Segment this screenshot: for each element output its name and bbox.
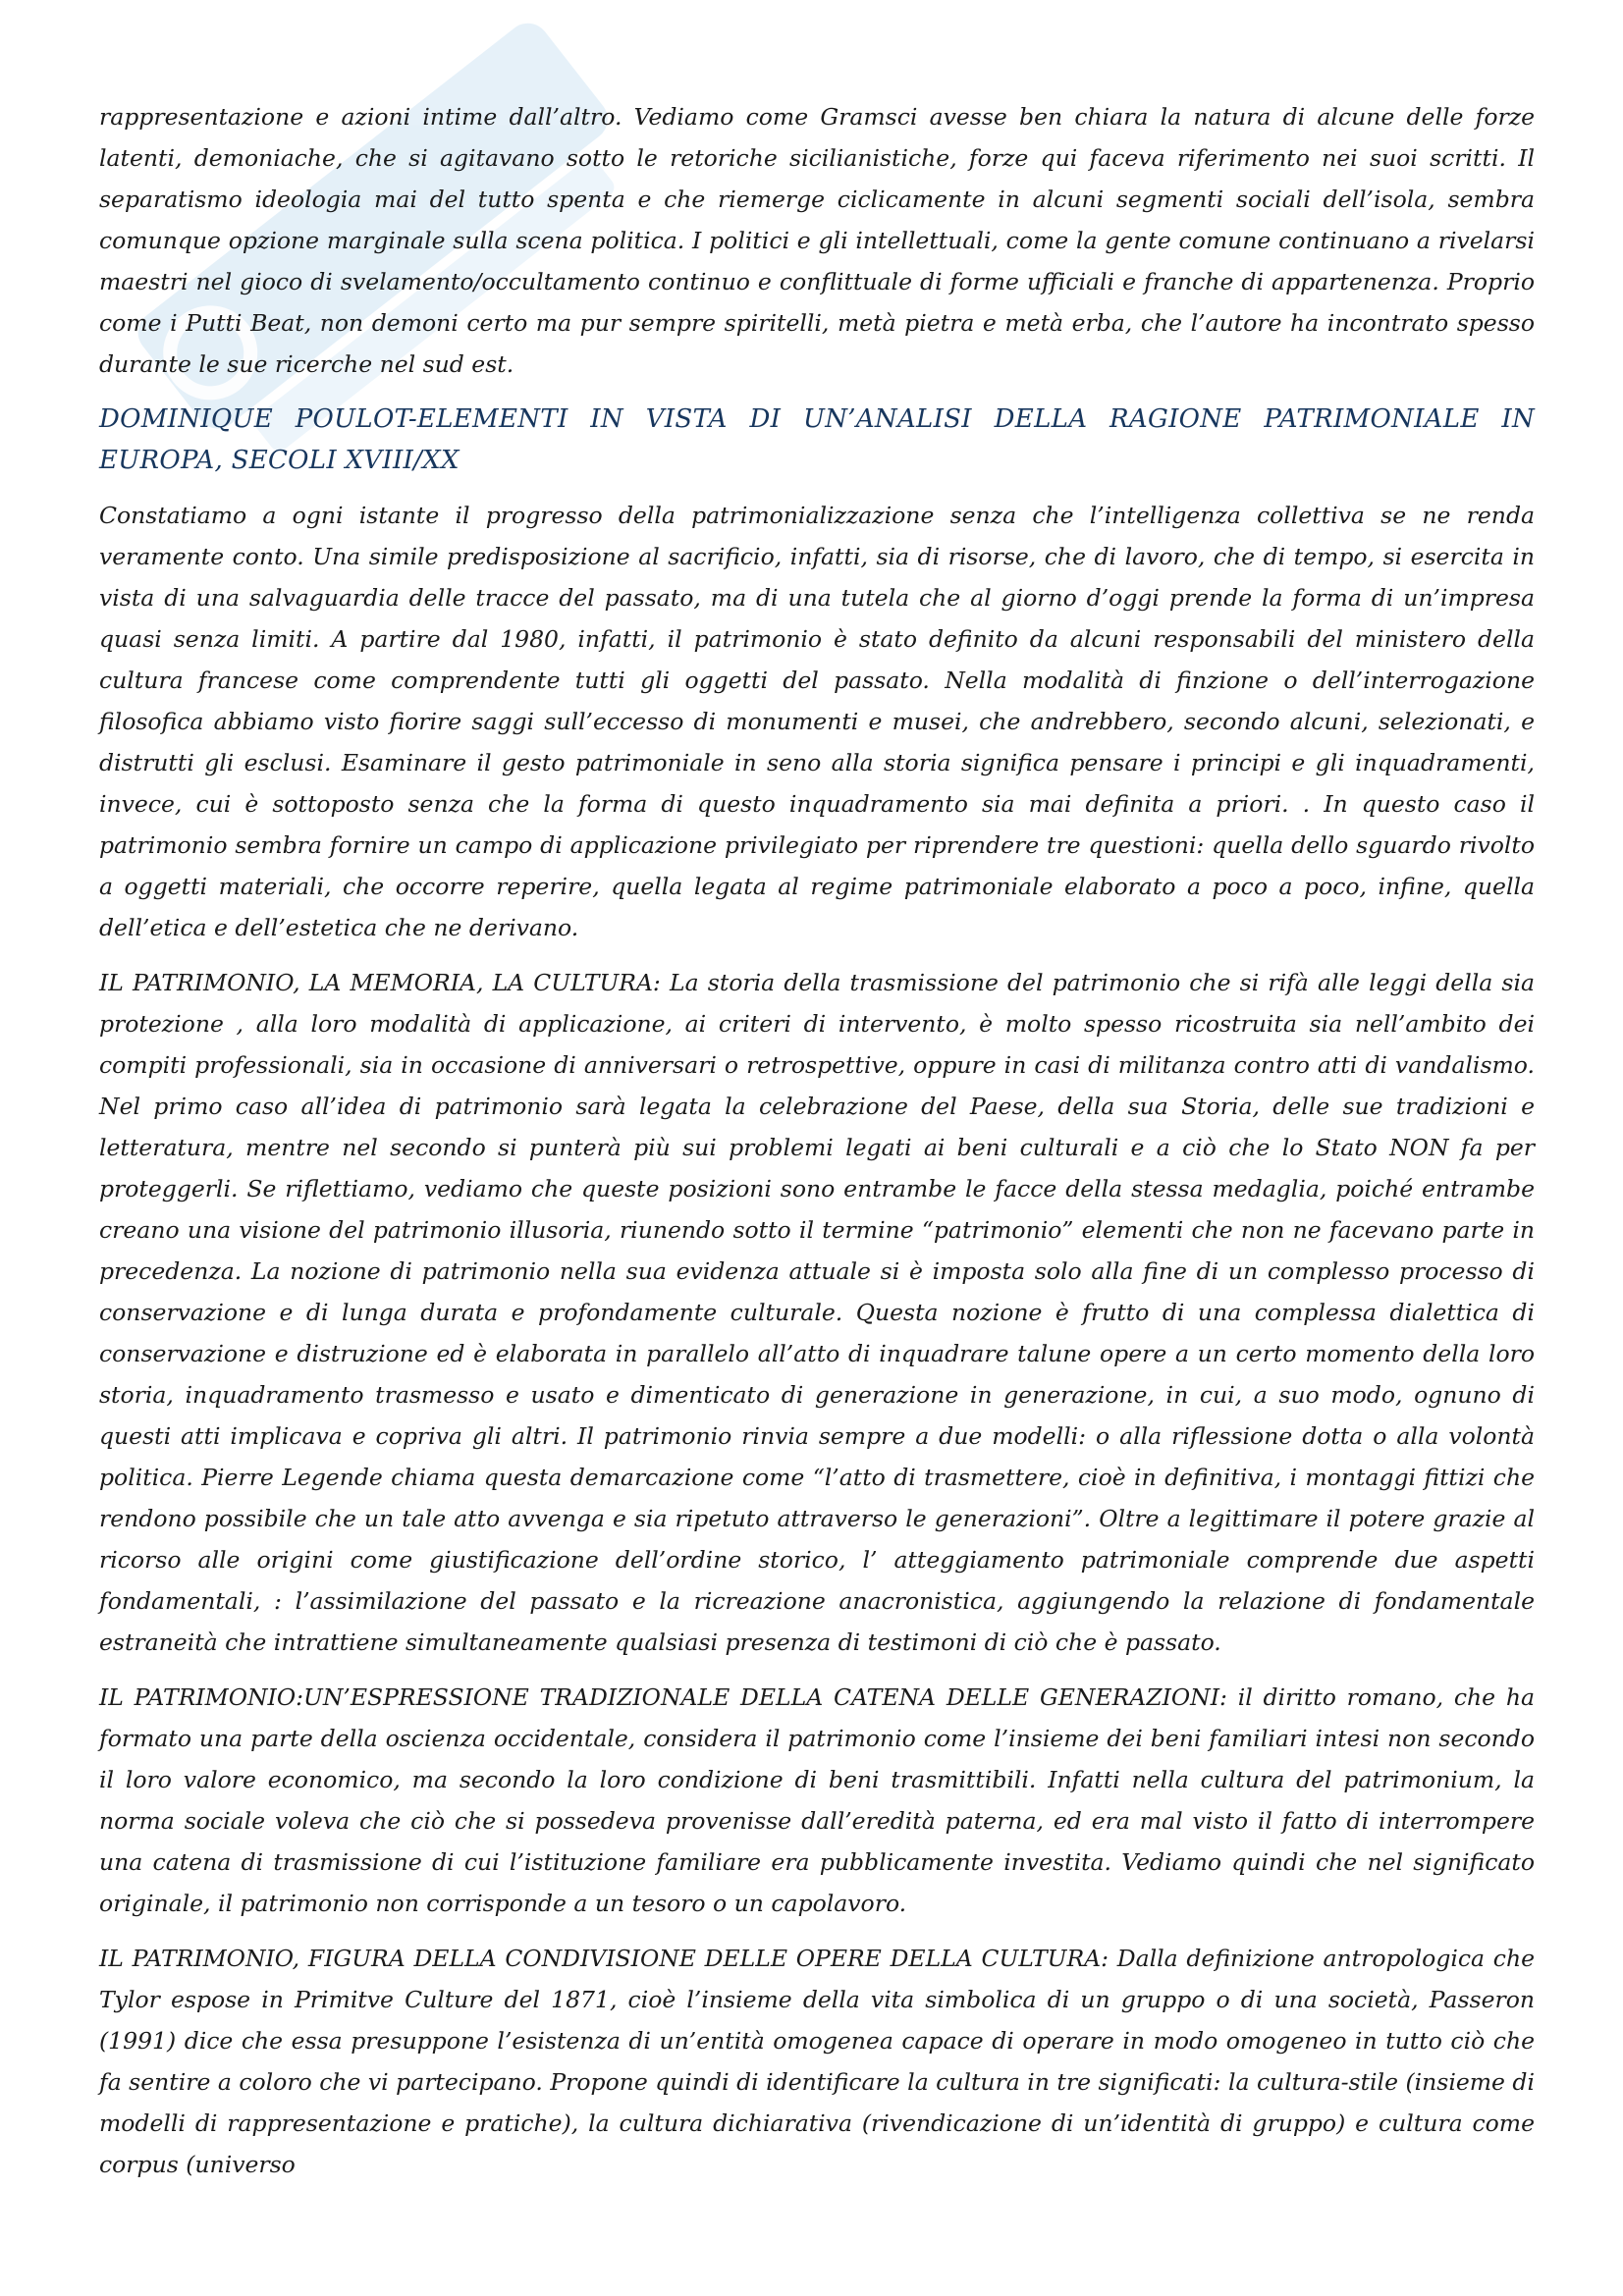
- document-body: [99, 96, 1535, 2199]
- paragraph-patrimonio-memoria-cultura: IL PATRIMONIO, LA MEMORIA, LA CULTURA: La storia della trasmissione del patrimonio che si rifà alle leggi della sia protezione , alla loro modalità di applicazione, ai criteri di intervento, è molto spesso ricostruita sia nell’ambito dei compiti professionali, sia in occasione di anniversari o retrospettive, oppure in casi di militanza contro atti di vandalismo. Nel primo caso all’idea di patrimonio sarà legata la celebrazione del Paese, della sua Storia, delle sue tradizioni e letteratura, mentre nel secondo si punterà più sui problemi legati ai beni culturali e a ciò che lo Stato NON fa per proteggerli. Se riflettiamo, vediamo che queste posizioni sono entrambe le facce della stessa medaglia, poiché entrambe creano una visione del patrimonio illusoria, riunendo sotto il termine “patrimonio” elementi che non ne facevano parte in precedenza. La nozione di patrimonio nella sua evidenza attuale si è imposta solo alla fine di un complesso processo di conservazione e di lunga durata e profondamente culturale. Questa nozione è frutto di una complessa dialettica di conservazione e distruzione ed è elaborata in parallelo all’atto di inquadrare talune opere a un certo momento della loro storia, inquadramento trasmesso e usato e dimenticato di generazione in generazione, in cui, a suo modo, ognuno di questi atti implicava e copriva gli altri. Il patrimonio rinvia sempre a due modelli: o alla riflessione dotta o alla volontà politica. Pierre Legende chiama questa demarcazione come “l’atto di trasmettere, cioè in definitiva, i montaggi fittizi che rendono possibile che un tale atto avvenga e sia ripetuto attraverso le generazioni”. Oltre a legittimare il potere grazie al ricorso alle origini come giustificazione dell’ordine storico, l’ atteggiamento patrimoniale comprende due aspetti fondamentali, : l’assimilazione del passato e la ricreazione anacronistica, aggiungendo la relazione di fondamentale estraneità che intrattiene simultaneamente qualsiasi presenza di testimoni di ciò che è passato.: [99, 969, 1535, 1656]
- paragraph-poulot-intro: Constatiamo a ogni istante il progresso della patrimonializzazione senza che l’intelligenza collettiva se ne renda veramente conto. Una simile predisposizione al sacrificio, infatti, sia di risorse, che di lavoro, che di tempo, si esercita in vista di una salvaguardia delle tracce del passato, ma di una tutela che al giorno d’oggi prende la forma di un’impresa quasi senza limiti. A partire dal 1980, infatti, il patrimonio è stato definito da alcuni responsabili del ministero della cultura francese come comprendente tutti gli oggetti del passato. Nella modalità di finzione o dell’interrogazione filosofica abbiamo visto fiorire saggi sull’eccesso di monumenti e musei, che andrebbero, secondo alcuni, selezionati, e distrutti gli esclusi. Esaminare il gesto patrimoniale in seno alla storia significa pensare i principi e gli inquadramenti, invece, cui è sottoposto senza che la forma di questo inquadramento sia mai definita a priori. . In questo caso il patrimonio sembra fornire un campo di applicazione privilegiato per riprendere tre questioni: quella dello sguardo rivolto a oggetti materiali, che occorre reperire, quella legata al regime patrimoniale elaborato a poco a poco, infine, quella dell’etica e dell’estetica che ne derivano.: [99, 502, 1535, 941]
- paragraph-condivisione-opere: IL PATRIMONIO, FIGURA DELLA CONDIVISIONE DELLE OPERE DELLA CULTURA: Dalla definizione antropologica che Tylor espose in Primitve Culture del 1871, cioè l’insieme della vita simbolica di un gruppo o di una società, Passeron (1991) dice che essa presuppone l’esistenza di un’entità omogenea capace di operare in modo omogeneo in tutto ciò che fa sentire a coloro che vi partecipano. Propone quindi di identificare la cultura in tre significati: la cultura-stile (insieme di modelli di rappresentazione e pratiche), la cultura dichiarativa (rivendicazione di un’identità di gruppo) e cultura come corpus (universo: [99, 1945, 1535, 2178]
- section-heading: DOMINIQUE POULOT-ELEMENTI IN VISTA DI UN’ANALISI DELLA RAGIONE PATRIMONIALE IN EUROPA, SECOLI XVIII/XX: [99, 404, 1535, 475]
- paragraph-catena-generazioni: IL PATRIMONIO:UN’ESPRESSIONE TRADIZIONALE DELLA CATENA DELLE GENERAZIONI: il diritto romano, che ha formato una parte della oscienza occidentale, considera il patrimonio come l’insieme dei beni familiari intesi non secondo il loro valore economico, ma secondo la loro condizione di beni trasmittibili. Infatti nella cultura del patrimonium, la norma sociale voleva che ciò che si possedeva provenisse dall’eredità paterna, ed era mal visto il fatto di interrompere una catena di trasmissione di cui l’istituzione familiare era pubblicamente investita. Vediamo quindi che nel significato originale, il patrimonio non corrisponde a un tesoro o un capolavoro.: [99, 1683, 1535, 1917]
- paragraph-intro-continuation: rappresentazione e azioni intime dall’altro. Vediamo come Gramsci avesse ben chiara la natura di alcune delle forze latenti, demoniache, che si agitavano sotto le retoriche sicilianistiche, forze qui faceva riferimento nei suoi scritti. Il separatismo ideologia mai del tutto spenta e che riemerge ciclicamente in alcuni segmenti sociali dell’isola, sembra comunque opzione marginale sulla scena politica. I politici e gli intellettuali, come la gente comune continuano a rivelarsi maestri nel gioco di svelamento/occultamento continuo e conflittuale di forme ufficiali e franche di appartenenza. Proprio come i Putti Beat, non demoni certo ma pur sempre spiritelli, metà pietra e metà erba, che l’autore ha incontrato spesso durante le sue ricerche nel sud est.: [99, 103, 1535, 378]
